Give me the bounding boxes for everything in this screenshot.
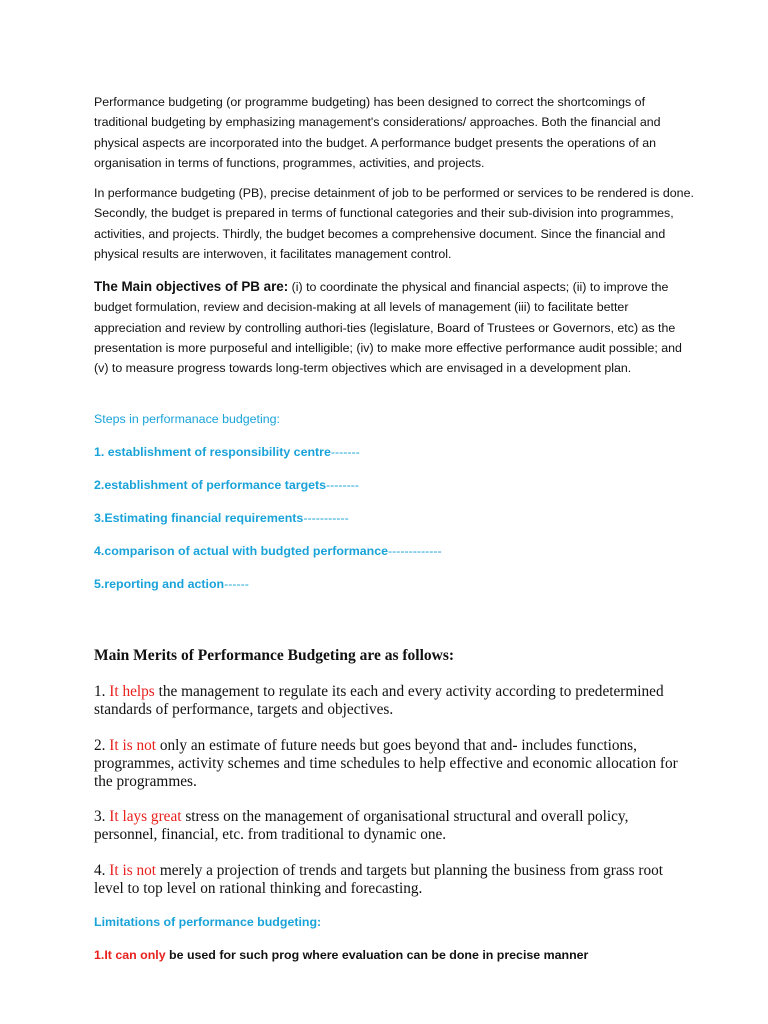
merit-highlight: It is not — [109, 862, 157, 879]
objectives-lead: The Main objectives of PB are: — [94, 279, 289, 294]
step-item — [94, 511, 349, 525]
merit-highlight: It is not — [109, 737, 157, 754]
limitation-item — [94, 948, 588, 962]
step-item — [94, 478, 359, 492]
step-text: 5.reporting and action — [94, 577, 225, 591]
limitation-highlight: 1.It can only — [94, 948, 166, 962]
objectives-paragraph — [94, 277, 694, 378]
objectives-text: (i) to coordinate the physical and financial aspects; (ii) to improve the budget formulation, review and decision-making at all levels of management (iii) to facilitate better appreciation and review by controlling authori-ties (legislature, Board of Trustees or Governors, etc) as the presentation is more purposeful and intelligible; (iv) to make more effective performance audit possible; and (v) to measure progress towards long-term objectives which are envisaged in a development plan. — [94, 280, 682, 376]
step-item — [94, 445, 360, 459]
intro-paragraph: Performance budgeting (or programme budgeting) has been designed to correct the shortcomings of traditional budgeting by emphasizing management's considerations/ approaches. Both the financial and physical aspects are incorporated into the budget. A performance budget presents the operations of an organisation in terms of functions, programmes, activities, and projects. — [94, 95, 661, 170]
pb-description-paragraph: In performance budgeting (PB), precise detainment of job to be performed or services to be rendered is done. Secondly, the budget is prepared in terms of functional categories and their sub-division into programmes, activities, and projects. Thirdly, the budget becomes a comprehensive document. Since the financial and physical results are interwoven, it facilitates management control. — [94, 186, 694, 261]
step-dash: ------- — [330, 445, 360, 459]
limitation-text: be used for such prog where evaluation can be done in precise manner — [165, 948, 589, 962]
step-item — [94, 577, 249, 591]
merit-item — [94, 862, 694, 898]
merit-number: 2. — [94, 737, 110, 754]
step-item — [94, 544, 442, 558]
merits-title: Main Merits of Performance Budgeting are as follows: — [94, 647, 455, 664]
step-text: 1. establishment of responsibility centre — [94, 445, 331, 459]
merit-text: stress on the management of organisational structural and overall policy, personnel, financial, etc. from traditional to dynamic one. — [94, 808, 629, 843]
step-text: 4.comparison of actual with budgted performance — [94, 544, 388, 558]
step-text: 3.Estimating financial requirements — [94, 511, 304, 525]
limitations-heading: Limitations of performance budgeting: — [94, 915, 322, 929]
step-dash: -------- — [326, 478, 360, 492]
merit-number: 4. — [94, 862, 110, 879]
step-dash: ------------- — [387, 544, 442, 558]
step-text: 2.establishment of performance targets — [94, 478, 327, 492]
steps-heading: Steps in performanace budgeting: — [94, 412, 280, 426]
merit-item — [94, 808, 694, 844]
merit-highlight: It helps — [109, 683, 155, 700]
merit-highlight: It lays great — [109, 808, 182, 825]
merit-number: 1. — [94, 683, 110, 700]
step-dash: ----------- — [303, 511, 349, 525]
merit-item — [94, 737, 694, 791]
merit-text: merely a projection of trends and targets but planning the business from grass root level to top level on rational thinking and forecasting. — [94, 862, 663, 897]
merit-text: only an estimate of future needs but goes beyond that and- includes functions, programmes, activity schemes and time schedules to help effective and economic allocation for the programmes. — [94, 737, 678, 790]
step-dash: ------ — [224, 577, 249, 591]
merit-number: 3. — [94, 808, 110, 825]
merit-item — [94, 683, 694, 719]
merit-text: the management to regulate its each and every activity according to predetermined standards of performance, targets and objectives. — [94, 683, 664, 718]
